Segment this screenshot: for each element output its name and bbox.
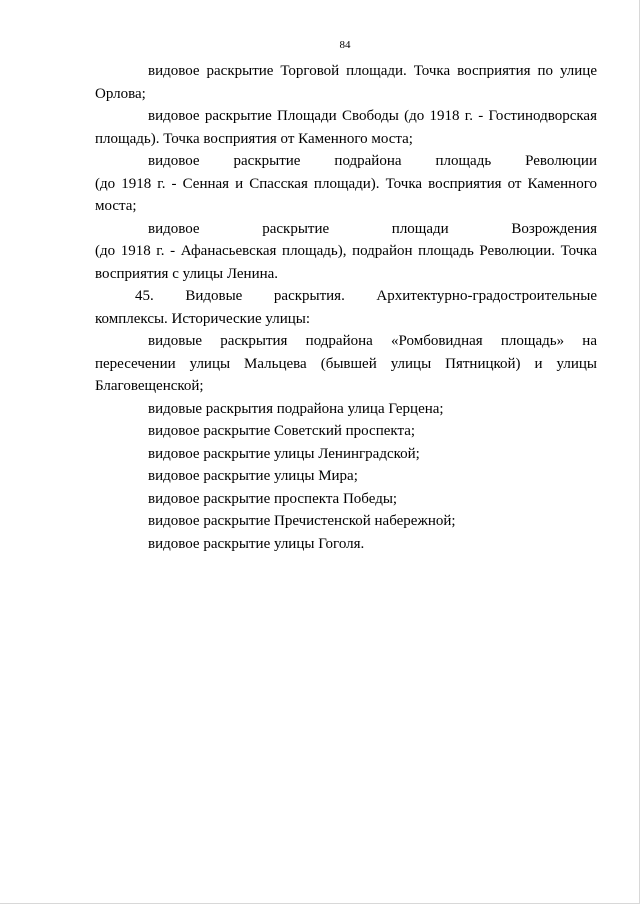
- text-line: площадь). Точка восприятия от Каменного моста;: [95, 130, 413, 147]
- list-item: видовое раскрытие улицы Мира;: [148, 468, 358, 484]
- text-line: восприятия с улицы Ленина.: [95, 265, 279, 282]
- text-line: Орлова;: [95, 85, 146, 102]
- text-line: видовое раскрытие Торговой площади. Точка восприятия по улице: [148, 63, 597, 79]
- body-text: [95, 60, 597, 555]
- list-item: видовое раскрытие улицы Ленинградской;: [148, 445, 420, 462]
- text-line: видовые раскрытия подрайона «Ромбовидная площадь» на: [148, 333, 597, 349]
- text-line: комплексы. Исторические улицы:: [95, 310, 311, 327]
- list-item: видовое раскрытие улицы Гоголя.: [148, 535, 365, 552]
- list-item: видовое раскрытие Пречистенской набережной;: [148, 513, 456, 529]
- text-line: моста;: [95, 198, 137, 214]
- text-line: видовое раскрытие площади Возрождения: [148, 220, 597, 237]
- list-item: видовые раскрытия подрайона улица Герцена;: [148, 400, 444, 417]
- page-number: 84: [339, 39, 351, 51]
- text-line: видовое раскрытие Площади Свободы (до 1918 г. - Гостинодворская: [148, 108, 597, 124]
- text-line: (до 1918 г. - Сенная и Спасская площади). Точка восприятия от Каменного: [95, 175, 597, 192]
- list-item: видовое раскрытие Советский проспекта;: [148, 423, 416, 439]
- text-line: (до 1918 г. - Афанасьевская площадь), подрайон площадь Революции. Точка: [95, 243, 597, 259]
- section-heading-line: 45. Видовые раскрытия. Архитектурно-градостроительные: [135, 288, 597, 304]
- text-line: пересечении улицы Мальцева (бывшей улицы Пятницкой) и улицы: [95, 355, 597, 372]
- text-line: Благовещенской;: [95, 378, 204, 394]
- list-item: видовое раскрытие проспекта Победы;: [148, 490, 398, 507]
- text-line: видовое раскрытие подрайона площадь Революции: [148, 153, 597, 169]
